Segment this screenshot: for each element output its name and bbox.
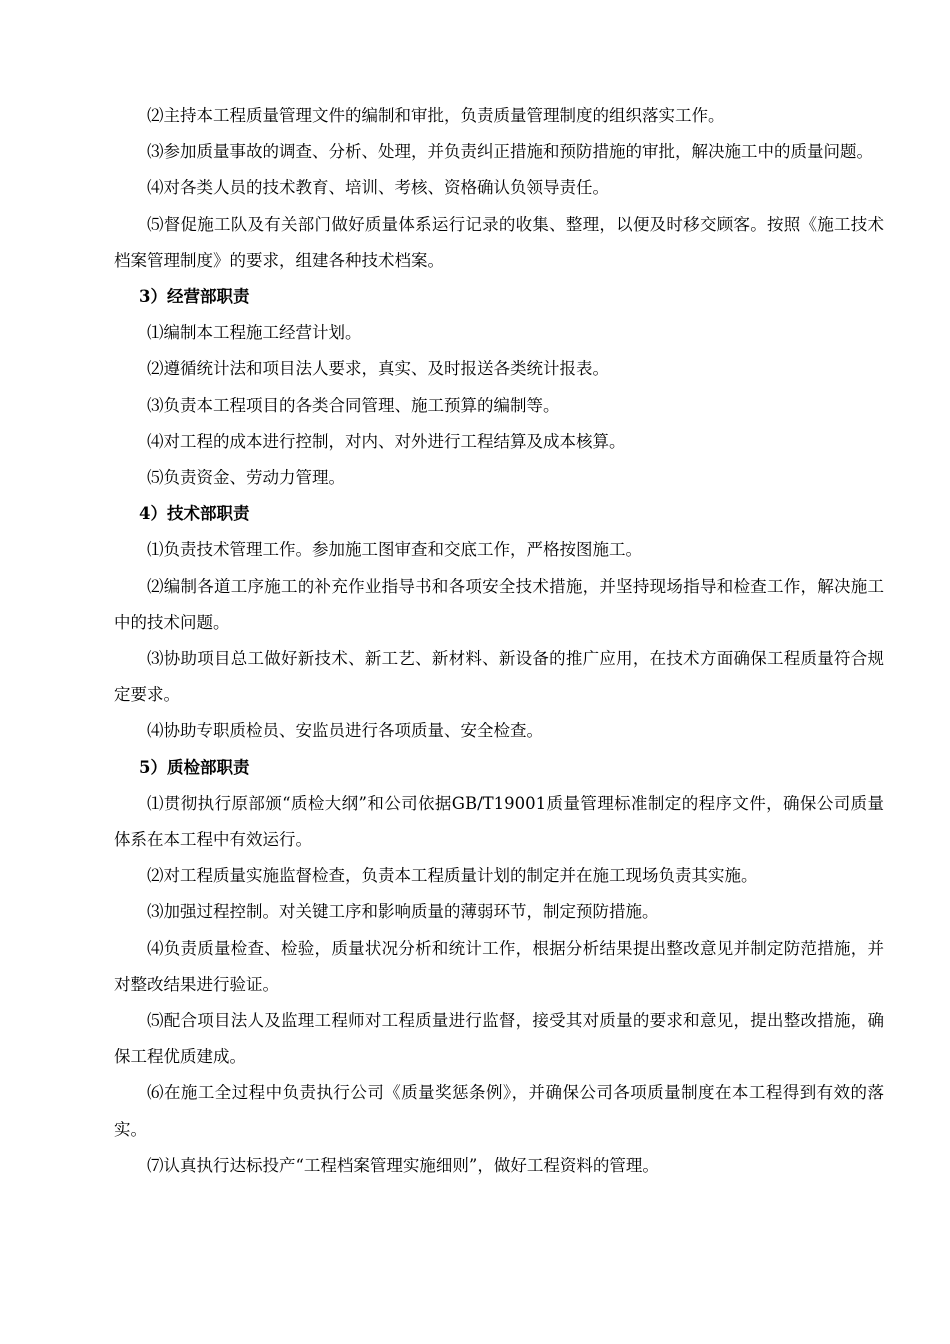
technical-item-3: ⑶协助项目总工做好新技术、新工艺、新材料、新设备的推广应用，在技术方面确保工程质量符合规定要求。: [114, 649, 884, 705]
quality-item-3: ⑶加强过程控制。对关键工序和影响质量的薄弱环节，制定预防措施。: [147, 902, 659, 922]
operations-item-1: ⑴编制本工程施工经营计划。: [147, 323, 362, 343]
section-heading-technical: 4）技术部职责: [139, 504, 250, 524]
technical-item-1: ⑴负责技术管理工作。参加施工图审查和交底工作，严格按图施工。: [147, 540, 642, 560]
technical-item-2: ⑵编制各道工序施工的补充作业指导书和各项安全技术措施，并坚持现场指导和检查工作，解决施工中的技术问题。: [114, 576, 884, 632]
section-heading-quality: 5）质检部职责: [139, 757, 250, 777]
operations-item-3: ⑶负责本工程项目的各类合同管理、施工预算的编制等。: [147, 395, 560, 415]
paragraph-3-item: ⑶参加质量事故的调查、分析、处理，并负责纠正措施和预防措施的审批，解决施工中的质量问题。: [147, 142, 873, 162]
operations-item-5: ⑸负责资金、劳动力管理。: [147, 468, 345, 488]
quality-item-5: ⑸配合项目法人及监理工程师对工程质量进行监督，接受其对质量的要求和意见，提出整改措施，确保工程优质建成。: [114, 1011, 884, 1067]
quality-item-7: ⑺认真执行达标投产“工程档案管理实施细则”，做好工程资料的管理。: [147, 1155, 659, 1175]
quality-item-2: ⑵对工程质量实施监督检查，负责本工程质量计划的制定并在施工现场负责其实施。: [147, 866, 758, 886]
quality-item-1: ⑴贯彻执行原部颁“质检大纲”和公司依据GB/T19001质量管理标准制定的程序文件，确保公司质量体系在本工程中有效运行。: [114, 793, 884, 850]
operations-item-4: ⑷对工程的成本进行控制，对内、对外进行工程结算及成本核算。: [147, 431, 626, 451]
paragraph-2-item: ⑵主持本工程质量管理文件的编制和审批，负责质量管理制度的组织落实工作。: [147, 106, 725, 125]
quality-item-4: ⑷负责质量检查、检验，质量状况分析和统计工作，根据分析结果提出整改意见并制定防范措施，并对整改结果进行验证。: [114, 938, 884, 994]
paragraph-4-item: ⑷对各类人员的技术教育、培训、考核、资格确认负领导责任。: [147, 178, 609, 198]
paragraph-5-item: ⑸督促施工队及有关部门做好质量体系运行记录的收集、整理，以便及时移交顾客。按照《施工技术档案管理制度》的要求，组建各种技术档案。: [114, 214, 884, 270]
technical-item-4: ⑷协助专职质检员、安监员进行各项质量、安全检查。: [147, 721, 543, 741]
document-page: [114, 98, 884, 1184]
section-heading-operations: 3）经营部职责: [139, 287, 250, 307]
quality-item-6: ⑹在施工全过程中负责执行公司《质量奖惩条例》，并确保公司各项质量制度在本工程得到有效的落实。: [114, 1083, 884, 1139]
operations-item-2: ⑵遵循统计法和项目法人要求，真实、及时报送各类统计报表。: [147, 359, 609, 379]
